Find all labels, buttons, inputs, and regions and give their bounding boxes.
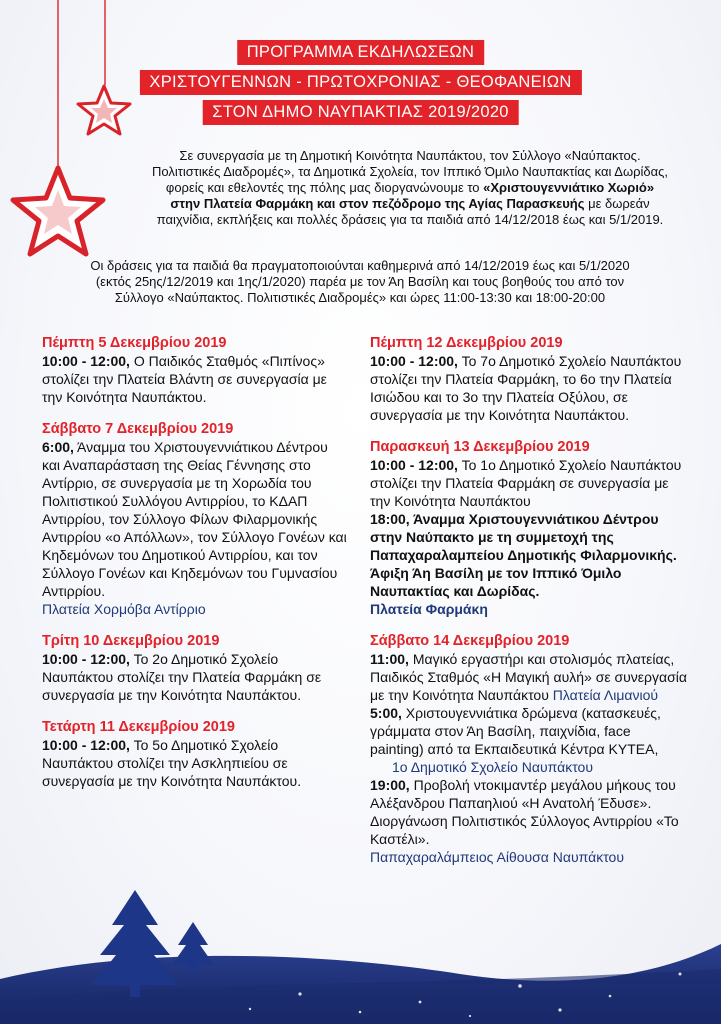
event-item xyxy=(370,632,688,866)
event-time: 10:00 - 12:00, xyxy=(42,651,130,667)
event-item xyxy=(42,632,347,704)
event-text: Το 7ο Δημοτικό Σχολείο Ναυπάκτου στολίζει την Πλατεία Φαρμάκη, το 6ο την Πλατεία Ισιώδου και το 3ο την Πλατεία Οξύλου, σε συνεργασία με την Κοινότητα Ναυπάκτου. xyxy=(370,353,682,423)
event-time: 6:00, xyxy=(42,439,74,455)
event-time: 19:00, xyxy=(370,777,410,793)
event-date: Τετάρτη 11 Δεκεμβρίου 2019 xyxy=(42,719,235,735)
events-column-left xyxy=(42,334,347,804)
title-line-2: ΧΡΙΣΤΟΥΓΕΝΝΩΝ - ΠΡΩΤΟΧΡΟΝΙΑΣ - ΘΕΟΦΑΝΕΙΩΝ xyxy=(139,70,581,95)
event-item xyxy=(42,420,347,618)
event-time: 10:00 - 12:00, xyxy=(42,737,130,753)
event-description xyxy=(370,776,688,848)
intro-text: φορείς και εθελοντές της πόλης μας διοργανώνουμε το xyxy=(165,180,484,195)
event-location: Πλατεία Φαρμάκη xyxy=(370,601,488,617)
event-date: Παρασκευή 13 Δεκεμβρίου 2019 xyxy=(370,439,590,455)
event-location: Πλατεία Χορμόβα Αντίρριο xyxy=(42,601,206,617)
event-description xyxy=(370,704,688,758)
intro-paragraph-1 xyxy=(120,148,700,228)
event-highlight: 18:00, Άναμμα Χριστουγεννιάτικου Δέντρου στην Ναύπακτο με τη συμμετοχή της Παπαχαραλαμπείου Δημοτικής Φιλαρμονικής. Άφιξη Άη Βασίλη με τον Ιππικό Όμιλο Ναυπακτίας και Δωρίδας. xyxy=(370,511,677,599)
event-date: Σάββατο 14 Δεκεμβρίου 2019 xyxy=(370,633,570,649)
event-text: Χριστουγεννιάτικα δρώμενα (κατασκευές, γράμματα στον Άη Βασίλη, παιχνίδια, face painting) από τα Εκπαιδευτικά Κέντρα ΚΥΤΕΑ, xyxy=(370,705,661,757)
star-ornament-small-icon xyxy=(78,86,130,134)
event-text: Μαγικό εργαστήρι και στολισμός πλατείας, Παιδικός Σταθμός «Η Μαγική αυλή» σε συνεργασία με την Κοινότητα Ναυπάκτου xyxy=(370,651,687,703)
event-location: Πλατεία Λιμανιού xyxy=(552,687,659,703)
event-time: 10:00 - 12:00, xyxy=(370,457,458,473)
event-description xyxy=(370,650,688,704)
intro-highlight: στην Πλατεία Φαρμάκη και στον πεζόδρομο της Αγίας Παρασκευής xyxy=(170,196,585,211)
event-location: Παπαχαραλάμπειος Αίθουσα Ναυπάκτου xyxy=(370,849,624,865)
event-date: Σάββατο 7 Δεκεμβρίου 2019 xyxy=(42,421,234,437)
events-column-right xyxy=(370,334,688,880)
title-line-3: ΣΤΟΝ ΔΗΜΟ ΝΑΥΠΑΚΤΙΑΣ 2019/2020 xyxy=(202,100,519,125)
event-description xyxy=(42,650,347,704)
intro-highlight: «Χριστουγεννιάτικο Χωριό» xyxy=(483,180,655,195)
event-time: 10:00 - 12:00, xyxy=(370,353,458,369)
event-time: 11:00, xyxy=(370,651,409,667)
event-item xyxy=(42,718,347,790)
event-text: Προβολή ντοκιμαντέρ μεγάλου μήκους του Αλέξανδρου Παπαηλιού «Η Ανατολή Έδυσε». Διοργάνωση Πολιτιστικός Σύλλογος Αντιρρίου «Το Καστέλι». xyxy=(370,777,679,847)
intro-line xyxy=(120,180,700,196)
event-item xyxy=(42,334,347,406)
event-date: Πέμπτη 12 Δεκεμβρίου 2019 xyxy=(370,335,563,351)
event-description xyxy=(370,352,688,424)
intro-line: (εκτός 25ης/12/2019 και 1ης/1/2020) παρέα με τον Άη Βασίλη και τους βοηθούς του από τον xyxy=(95,274,625,289)
intro-line: παιχνίδια, εκπλήξεις και πολλές δράσεις για τα παιδιά από 14/12/2018 έως και 5/1/2019. xyxy=(156,212,664,227)
event-description xyxy=(370,456,688,510)
star-ornament-large-icon xyxy=(13,168,103,254)
intro-line: Οι δράσεις για τα παιδιά θα πραγματοποιούνται καθημερινά από 14/12/2019 έως και 5/1/2020 xyxy=(90,258,630,273)
event-description xyxy=(42,736,347,790)
event-description xyxy=(42,438,347,600)
event-text: Ο Παιδικός Σταθμός «Πιπίνος» στολίζει την Πλατεία Βλάντη σε συνεργασία με την Κοινότητα Ναυπάκτου. xyxy=(42,353,327,405)
event-description xyxy=(42,352,347,406)
intro-line: Σε συνεργασία με τη Δημοτική Κοινότητα Ναυπάκτου, τον Σύλλογο «Ναύπακτος. xyxy=(179,148,641,163)
event-text: Άναμμα του Χριστουγεννιάτικου Δέντρου και Αναπαράσταση της Θείας Γέννησης στο Αντίρριο, σε συνεργασία με τη Χορωδία του Πολιτιστικού Συλλόγου Αντιρρίου, το ΚΔΑΠ Αντιρρίου, τον Σύλλογο Φίλων Φιλαρμονικής Αντιρρίου «ο Απόλλων», τον Σύλλογο Γονέων και Κηδεμόνων του Δημοτικού Αντιρρίου, και τον Σύλλογο Γονέων και Κηδεμόνων του Γυμνασίου Αντιρρίου. xyxy=(42,439,347,599)
event-item xyxy=(370,334,688,424)
event-date: Τρίτη 10 Δεκεμβρίου 2019 xyxy=(42,633,220,649)
intro-paragraph-2 xyxy=(20,258,700,306)
intro-line: Σύλλογο «Ναύπακτος. Πολιτιστικές Διαδρομές» και ώρες 11:00-13:30 και 18:00-20:00 xyxy=(114,290,606,305)
event-text: Το 1ο Δημοτικό Σχολείο Ναυπάκτου στολίζει την Πλατεία Φαρμάκη σε συνεργασία με την Κοινότητα Ναυπάκτου xyxy=(370,457,682,509)
title-line-1: ΠΡΟΓΡΑΜΜΑ ΕΚΔΗΛΩΣΕΩΝ xyxy=(237,40,485,65)
event-location: 1ο Δημοτικό Σχολείο Ναυπάκτου xyxy=(392,759,593,775)
intro-line xyxy=(120,196,700,212)
bottom-winter-band xyxy=(0,884,721,1024)
intro-line: Πολιτιστικές Διαδρομές», τα Δημοτικά Σχολεία, τον Ιππικό Όμιλο Ναυπακτίας και Δωρίδας, xyxy=(151,164,669,179)
event-date: Πέμπτη 5 Δεκεμβρίου 2019 xyxy=(42,335,227,351)
intro-text: με δωρεάν xyxy=(584,196,650,211)
event-time: 10:00 - 12:00, xyxy=(42,353,130,369)
event-item xyxy=(370,438,688,618)
event-text: Το 2ο Δημοτικό Σχολείο Ναυπάκτου στολίζει την Πλατεία Φαρμάκη σε συνεργασία με την Κοινότητα Ναυπάκτου. xyxy=(42,651,322,703)
event-time: 5:00, xyxy=(370,705,402,721)
event-text: Το 5ο Δημοτικό Σχολείο Ναυπάκτου στολίζει την Ασκληπιείου σε συνεργασία με την Κοινότητα Ναυπάκτου. xyxy=(42,737,302,789)
